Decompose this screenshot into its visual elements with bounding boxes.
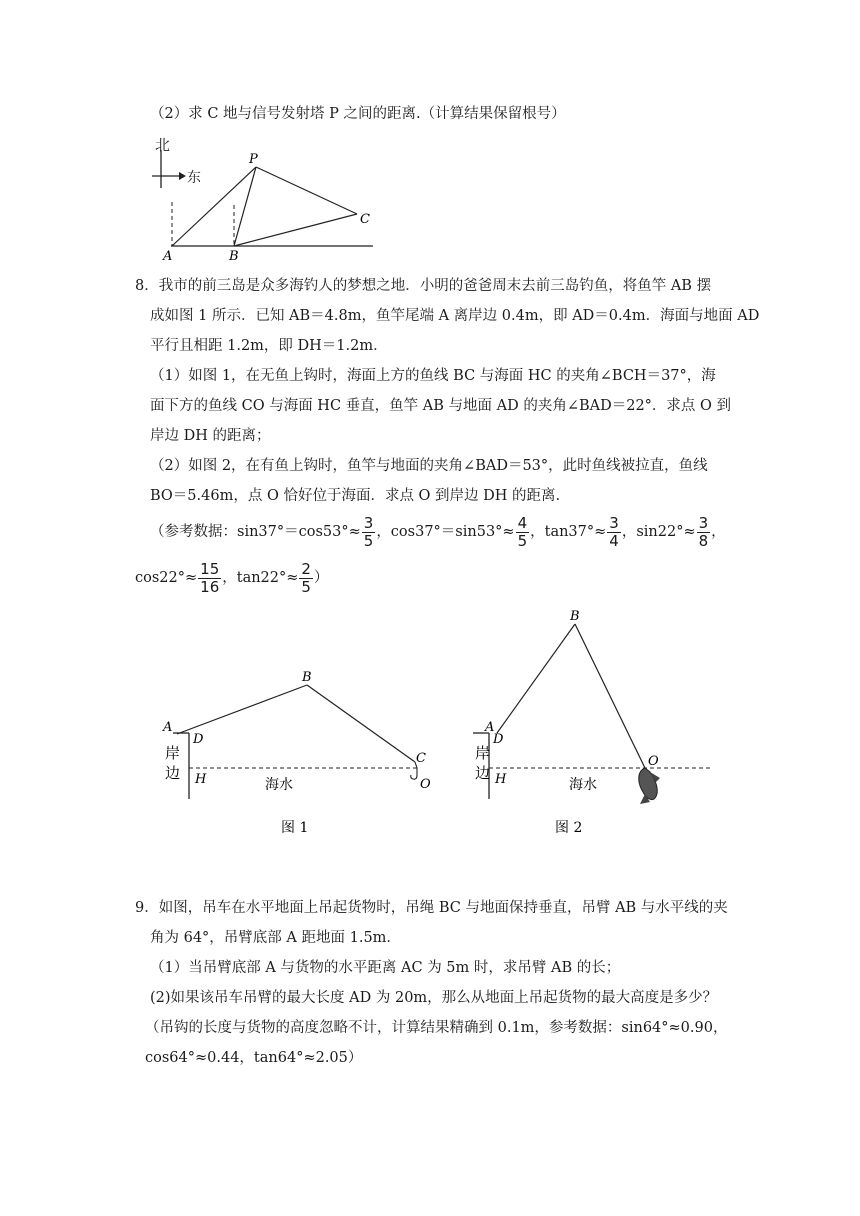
q8-reference-line1: （参考数据：sin37°＝cos53°≈ $\frac{3}{5}$ ，cos37°＝sin53°≈ $\frac{4}{5}$ ，tan37°≈ $\frac{3}{4}$ ，sin22°≈ $\frac{3}{8}$ ， xyxy=(150,513,726,550)
figure-1-caption: 图 1 xyxy=(281,820,309,836)
q8-line7: （2）如图 2，在有鱼上钩时，鱼竿与地面的夹角∠BAD＝53°，此时鱼线被拉直，鱼线 xyxy=(150,458,708,474)
point-o: O xyxy=(648,754,659,769)
point-p: P xyxy=(249,152,258,167)
q7-part2: （2）求 C 地与信号发射塔 P 之间的距离.（计算结果保留根号） xyxy=(150,106,566,122)
q9-line4: (2)如果该吊车吊臂的最大长度 AD 为 20m，那么从地面上吊起货物的最大高度是多少？ xyxy=(150,990,718,1006)
q8-line5: 面下方的鱼线 CO 与海面 HC 垂直，鱼竿 AB 与地面 AD 的夹角∠BAD＝22°．求点 O 到 xyxy=(150,398,732,414)
q8-line6: 岸边 DH 的距离； xyxy=(150,428,271,444)
q9-line6: cos64°≈0.44，tan64°≈2.05） xyxy=(145,1050,363,1066)
sea-label: 海水 xyxy=(569,777,597,793)
q8-line4: （1）如图 1，在无鱼上钩时，海面上方的鱼线 BC 与海面 HC 的夹角∠BCH＝37°，海 xyxy=(150,368,716,384)
figure-2-caption: 图 2 xyxy=(555,820,583,836)
q8-figure-1 xyxy=(155,665,445,845)
sea-label: 海水 xyxy=(265,777,293,793)
q7-figure xyxy=(145,132,385,260)
east-label: 东 xyxy=(187,170,201,186)
q9-line3: （1）当吊臂底部 A 与货物的水平距离 AC 为 5m 时，求吊臂 AB 的长； xyxy=(150,960,621,976)
point-b: B xyxy=(229,249,239,260)
point-c: C xyxy=(416,751,426,766)
fraction: $\frac{4}{5}$ xyxy=(517,513,528,550)
q8-line2: 成如图 1 所示．已知 AB＝4.8m，鱼竿尾端 A 离岸边 0.4m，即 AD＝0.4m．海面与地面 AD xyxy=(150,308,760,324)
q8-line8: BO＝5.46m，点 O 恰好位于海面．求点 O 到岸边 DH 的距离. xyxy=(150,488,561,504)
point-d: D xyxy=(493,732,504,747)
shore-label-1: 岸 xyxy=(475,744,491,762)
point-a: A xyxy=(485,720,495,735)
fraction: $\frac{15}{16}$ xyxy=(200,559,220,596)
shore-label-1: 岸 xyxy=(165,744,181,762)
fraction: $\frac{3}{8}$ xyxy=(698,513,709,550)
fraction: $\frac{3}{4}$ xyxy=(609,513,619,550)
point-b: B xyxy=(302,670,312,685)
q8-line1: 8．我市的前三岛是众多海钓人的梦想之地．小明的爸爸周末去前三岛钓鱼，将鱼竿 AB 摆 xyxy=(135,278,712,294)
q8-reference-line2: cos22°≈ $\frac{15}{16}$ ，tan22°≈ $\frac{2}{5}$ ） xyxy=(135,559,329,596)
q9-line2: 角为 64°，吊臂底部 A 距地面 1.5m． xyxy=(150,930,401,946)
fraction: $\frac{3}{5}$ xyxy=(363,513,374,550)
q9-line5: （吊钩的长度与货物的高度忽略不计，计算结果精确到 0.1m，参考数据：sin64°≈0.90， xyxy=(145,1020,728,1036)
north-label: 北 xyxy=(155,136,171,154)
point-h: H xyxy=(195,772,207,787)
point-b: B xyxy=(570,609,580,624)
q8-line3: 平行且相距 1.2m，即 DH＝1.2m． xyxy=(150,338,388,354)
fish-icon xyxy=(639,768,660,804)
point-h: H xyxy=(495,772,507,787)
point-c: C xyxy=(360,212,370,227)
point-a: A xyxy=(163,249,173,260)
q9-line1: 9．如图，吊车在水平地面上吊起货物时，吊绳 BC 与地面保持垂直，吊臂 AB 与水平线的夹 xyxy=(135,900,728,916)
shore-label-2: 边 xyxy=(165,764,181,782)
point-d: D xyxy=(193,732,204,747)
shore-label-2: 边 xyxy=(475,764,491,782)
point-a: A xyxy=(163,720,173,735)
point-o: O xyxy=(420,777,431,792)
q8-figure-2 xyxy=(460,602,730,842)
fraction: $\frac{2}{5}$ xyxy=(301,559,311,596)
